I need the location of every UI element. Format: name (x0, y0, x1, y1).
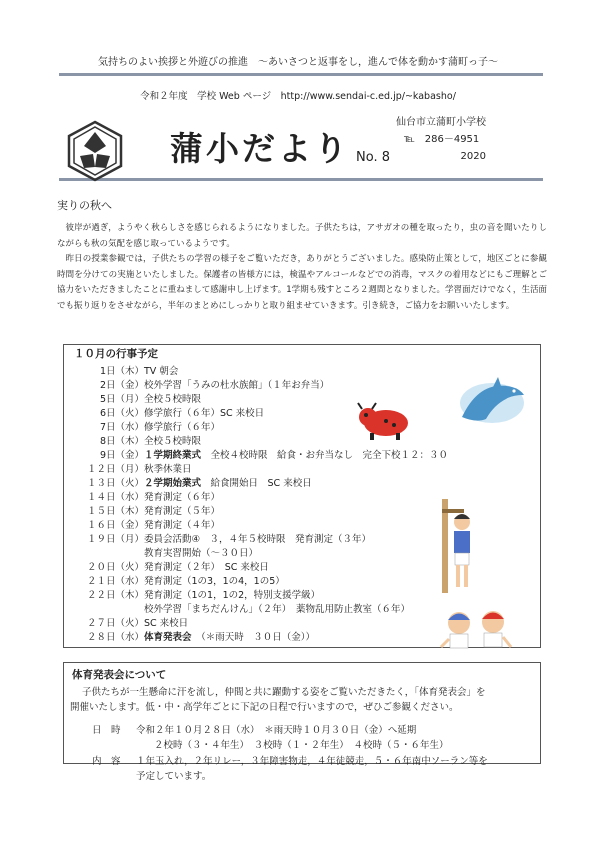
article-heading: 実りの秋へ (57, 199, 112, 212)
date-value: 令和２年１０月２８日（水） ＊雨天時１０月３０日（金）へ延期 (136, 725, 417, 736)
event-date: ２７日（火） (86, 618, 144, 629)
event-highlight: １学期終業式 (144, 450, 202, 461)
event-row (66, 601, 410, 615)
event-text: 発育測定（1の1，1の2，特別支援学級） (144, 590, 321, 601)
event-row (66, 461, 192, 475)
event-text: 全校５校時限 (144, 436, 202, 447)
school-emblem-icon (64, 120, 126, 182)
event-row (66, 503, 220, 517)
event-date: １３日（火） (86, 478, 144, 489)
event-text: 秋季休業日 (144, 464, 192, 475)
event-date: 8日（木） (99, 436, 144, 447)
article-body (57, 221, 547, 314)
event-text: 全校５校時限 (144, 394, 202, 405)
event-text: 教育実習開始（～３０日） (144, 548, 259, 559)
event-date: １４日（水） (86, 492, 144, 503)
issue-year: 2020 (460, 151, 486, 162)
event-date: 1日（木） (99, 366, 144, 377)
event-highlight: ２学期始業式 (144, 478, 202, 489)
dolphin-illustration (450, 373, 534, 431)
header-rule-bottom (59, 178, 543, 181)
events-box (63, 344, 541, 648)
content-value: １年玉入れ，２年リレー，３年障害物走，４年徒競走，５・６年南中ソーラン等を (136, 756, 488, 767)
school-info (396, 114, 486, 165)
height-measurement-illustration (436, 495, 480, 595)
event-date: 7日（水） (99, 422, 144, 433)
event-row (66, 433, 201, 447)
event-date: １６日（金） (86, 520, 144, 531)
content-value-2: 予定しています。 (136, 771, 212, 782)
event-date: ２１日（水） (86, 576, 144, 587)
event-date: 5日（月） (99, 394, 144, 405)
event-date: １５日（木） (86, 506, 144, 517)
akabeko-illustration (356, 401, 414, 441)
event-text: 発育測定（５年） (144, 506, 221, 517)
event-text: 発育測定（６年） (144, 492, 221, 503)
event-row (66, 363, 178, 377)
content-label: 内 容 (92, 756, 121, 767)
event-text: 発育測定（２年） SC 来校日 (144, 562, 269, 573)
article-paragraph: 彼岸が過ぎ，ようやく秋らしさを感じられるようになりました。子供たちは，アサガオの種を取ったり，虫の音を聞いたりしながらも秋の気配を感じ取っているようです。 (57, 223, 547, 249)
event-row (66, 377, 329, 391)
event-date: ２８日（水） (86, 632, 144, 643)
newsletter-title: 蒲小だより (170, 129, 350, 168)
event-row (66, 405, 264, 419)
event-text: 校外学習「まちだんけん」（２年） 薬物乱用防止教室（６年） (144, 604, 411, 615)
sports-intro-1: 子供たちが一生懸命に汗を流し，仲間と共に躍動する姿をご覧いただきたく，「体育発表会」を (82, 687, 486, 698)
date-label: 日 時 (92, 725, 121, 736)
event-text: 全校４校時限 給食・お弁当なし 完全下校１２：３０ (201, 450, 449, 461)
event-row (66, 531, 371, 545)
event-row (66, 559, 269, 573)
event-highlight: 体育発表会 (144, 632, 192, 643)
schedule-value: ２校時（３・４年生） ３校時（１・２年生） ４校時（５・６年生） (154, 740, 449, 751)
event-text: 修学旅行（６年） (144, 422, 221, 433)
header-rule-top (59, 73, 543, 76)
event-date: １２日（月） (86, 464, 144, 475)
homepage-line: 令和２年度 学校 Web ページ http://www.sendai-c.ed.jp/~kabasho/ (140, 91, 456, 102)
event-text: 給食開始日 SC 来校日 (201, 478, 312, 489)
event-row (66, 489, 220, 503)
event-date: 6日（火） (99, 408, 144, 419)
school-tel: ℡ 286－4951 (404, 134, 480, 145)
event-text: SC 来校日 (144, 618, 189, 629)
event-date: ２２日（木） (86, 590, 144, 601)
event-text: 修学旅行（６年）SC 来校日 (144, 408, 265, 419)
event-row (66, 573, 285, 587)
events-heading: １０月の行事予定 (74, 348, 158, 360)
event-text: 発育測定（４年） (144, 520, 221, 531)
event-date: 9日（金） (99, 450, 144, 461)
event-row (66, 447, 448, 461)
event-text: TV 朝会 (144, 366, 179, 377)
event-row (66, 517, 220, 531)
event-row (66, 419, 220, 433)
sports-intro-2: 開催いたします。低・中・高学年ごとに下記の日程で行いますので，ぜひご参観ください。 (70, 702, 459, 713)
sports-festival-box (63, 662, 541, 782)
event-row (66, 615, 188, 629)
event-row (66, 475, 312, 489)
event-row (66, 545, 258, 559)
school-name: 仙台市立蒲町小学校 (396, 117, 486, 128)
event-row (66, 391, 201, 405)
event-row (66, 629, 315, 643)
article-paragraph: 昨日の授業参観では，子供たちの学習の様子をご覧いただき，ありがとうございました。感染防止策として，地区ごとに参観時間を分けての実施といたしました。保護者の皆様方には，検温やアルコールなどでの消毒，マスクの着用などにもご理解とご協力をいただきましたことに重ねまして感謝申し上げます。1学期も残すところ２週間となりました。学習面だけでなく，生活面でも振り返りをさせながら，半年のまとめにしっかりと取り組ませていきます。引き続き，ご協力をお願いいたします。 (57, 254, 547, 311)
event-row (66, 587, 320, 601)
school-motto: 気持ちのよい挨拶と外遊びの推進 ～あいさつと返事をし，進んで体を動かす蒲町っ子～ (98, 57, 498, 68)
event-text: （＊雨天時 ３０日（金）） (191, 632, 316, 643)
running-children-illustration (437, 607, 521, 653)
issue-number: No. 8 (356, 150, 390, 165)
event-text: 校外学習「うみの杜水族館」（１年お弁当） (144, 380, 330, 391)
event-text: 委員会活動④ ３，４年５校時限 発育測定（３年） (144, 534, 372, 545)
event-date: １９日（月） (86, 534, 144, 545)
sports-heading: 体育発表会について (72, 669, 167, 681)
event-date: 2日（金） (99, 380, 144, 391)
event-text: 発育測定（1の3，1の4，1の5） (144, 576, 285, 587)
event-date: ２０日（火） (86, 562, 144, 573)
